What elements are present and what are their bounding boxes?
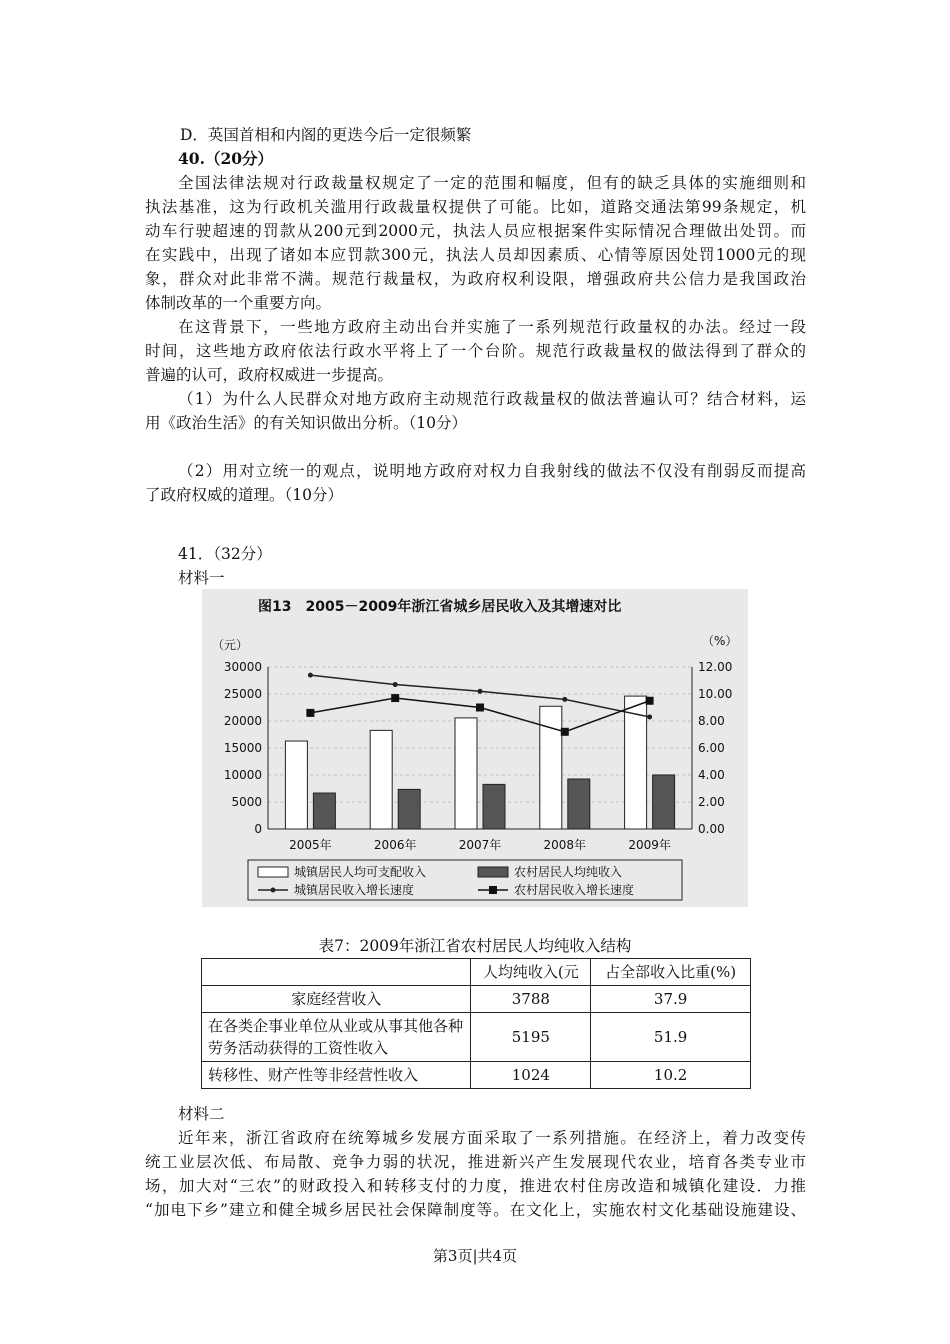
q40-para-1-line: 象，群众对此非常不满。规范行裁量权，为政府权利设限，增强政府共公信力是我国政治 bbox=[145, 270, 806, 288]
material-1-label: 材料一 bbox=[178, 569, 225, 587]
point-urban-growth bbox=[647, 714, 652, 719]
table-row bbox=[202, 986, 751, 1013]
left-tick-label: 30000 bbox=[223, 660, 262, 674]
left-tick-label: 15000 bbox=[223, 741, 262, 755]
bar-rural-income bbox=[653, 775, 675, 829]
q40-sub-question-1: （1）为什么人民群众对地方政府主动规范行政裁量权的做法普遍认可？结合材料，运 bbox=[178, 390, 806, 408]
x-tick-label: 2009年 bbox=[628, 838, 671, 852]
income-comparison-chart bbox=[202, 589, 748, 907]
q40-para-2-line: 在这背景下，一些地方政府主动出台并实施了一系列规范行政量权的办法。经过一段 bbox=[178, 318, 806, 336]
x-tick-label: 2006年 bbox=[373, 838, 417, 852]
table-row bbox=[202, 1013, 751, 1062]
q40-para-1-line: 动车行驶超速的罚款从200元到2000元，执法人员应根据案件实际情况合理做出处罚。而 bbox=[145, 222, 806, 240]
legend-swatch-rural-income bbox=[478, 867, 508, 877]
right-axis-unit: （%） bbox=[702, 634, 738, 648]
q40-para-2-line: 时间，这些地方政府依法行政水平将上了一个台阶。规范行政裁量权的做法得到了群众的 bbox=[145, 342, 806, 360]
point-rural-growth bbox=[561, 728, 569, 736]
table-header-share: 占全部收入比重(%) bbox=[591, 959, 751, 986]
q40-para-1-line: 全国法律法规对行政裁量权规定了一定的范围和幅度，但有的缺乏具体的实施细则和 bbox=[178, 174, 806, 192]
right-tick-label: 4.00 bbox=[698, 768, 725, 782]
question-41-heading: 41．（32分） bbox=[178, 545, 272, 563]
material-2-para-line: “加电下乡”建立和健全城乡居民社会保障制度等。在文化上，实施农村文化基础设施建设、 bbox=[145, 1201, 806, 1219]
right-tick-label: 2.00 bbox=[698, 795, 725, 809]
chart-svg bbox=[202, 589, 748, 907]
left-tick-label: 5000 bbox=[231, 795, 262, 809]
right-tick-label: 0.00 bbox=[698, 822, 725, 836]
legend-label-urban-income: 城镇居民人均可支配收入 bbox=[294, 865, 427, 879]
q40-sub-question-2: （2）用对立统一的观点，说明地方政府对权力自我射线的做法不仅没有削弱反而提高 bbox=[178, 462, 806, 480]
q40-para-1-line: 在实践中，出现了诸如本应罚款300元，执法人员却因素质、心情等原因处罚1000元的现 bbox=[145, 246, 806, 264]
q40-para-1-line: 执法基准，这为行政机关滥用行政裁量权提供了可能。比如，道路交通法第99条规定，机 bbox=[145, 198, 806, 216]
rural-income-structure-table bbox=[201, 958, 751, 1089]
material-2-para-line: 近年来，浙江省政府在统筹城乡发展方面采取了一系列措施。在经济上，着力改变传 bbox=[178, 1129, 806, 1147]
q40-para-2-line: 普遍的认可，政府权威进一步提高。 bbox=[145, 366, 394, 384]
table-header-blank bbox=[202, 959, 471, 986]
bar-rural-income bbox=[313, 793, 335, 829]
row-label: 家庭经营收入 bbox=[202, 986, 471, 1013]
bar-urban-income bbox=[370, 730, 392, 829]
right-tick-label: 6.00 bbox=[698, 741, 725, 755]
row-income: 5195 bbox=[471, 1013, 591, 1062]
material-2-para-line: 场，加大对“三农”的财政投入和转移支付的力度，推进农村住房改造和城镇化建设．力推 bbox=[145, 1177, 806, 1195]
bar-rural-income bbox=[568, 779, 590, 829]
question-40-heading: 40.（20分） bbox=[178, 149, 274, 168]
left-tick-label: 0 bbox=[254, 822, 262, 836]
chart-title: 图13 2005－2009年浙江省城乡居民收入及其增速对比 bbox=[258, 599, 622, 615]
x-tick-label: 2007年 bbox=[458, 838, 502, 852]
right-tick-label: 12.00 bbox=[698, 660, 733, 674]
row-label: 转移性、财产性等非经营性收入 bbox=[202, 1062, 471, 1089]
point-urban-growth bbox=[308, 673, 313, 678]
left-tick-label: 25000 bbox=[223, 687, 262, 701]
q40-sub-question-2-cont: 了政府权威的道理。（10分） bbox=[145, 486, 343, 504]
right-tick-label: 10.00 bbox=[698, 687, 733, 701]
legend-label-rural-income: 农村居民人均纯收入 bbox=[514, 865, 623, 879]
row-share: 51.9 bbox=[591, 1013, 751, 1062]
left-tick-label: 10000 bbox=[223, 768, 262, 782]
legend-label-urban-growth: 城镇居民收入增长速度 bbox=[294, 883, 415, 897]
point-rural-growth bbox=[391, 694, 399, 702]
bar-urban-income bbox=[540, 706, 562, 829]
material-2-label: 材料二 bbox=[178, 1105, 225, 1123]
point-urban-growth bbox=[562, 697, 567, 702]
material-2-para-line: 统工业层次低、布局散、竞争力弱的状况，推进新兴产生发展现代农业，培育各类专业市 bbox=[145, 1153, 806, 1171]
page-footer: 第3页|共4页 bbox=[432, 1247, 518, 1265]
bar-rural-income bbox=[483, 784, 505, 829]
x-tick-label: 2008年 bbox=[543, 838, 587, 852]
q40-sub-question-1-cont: 用《政治生活》的有关知识做出分析。（10分） bbox=[145, 414, 467, 432]
row-income: 1024 bbox=[471, 1062, 591, 1089]
table-header-row bbox=[202, 959, 751, 986]
point-rural-growth bbox=[306, 709, 314, 717]
bar-urban-income bbox=[285, 741, 307, 829]
table-row bbox=[202, 1062, 751, 1089]
row-share: 37.9 bbox=[591, 986, 751, 1013]
table-caption: 表7：2009年浙江省农村居民人均纯收入结构 bbox=[318, 937, 632, 955]
row-share: 10.2 bbox=[591, 1062, 751, 1089]
row-income: 3788 bbox=[471, 986, 591, 1013]
bar-urban-income bbox=[455, 718, 477, 829]
point-urban-growth bbox=[478, 689, 483, 694]
left-axis-unit: （元） bbox=[212, 638, 249, 652]
table-header-income: 人均纯收入(元 bbox=[471, 959, 591, 986]
row-label: 在各类企事业单位从业或从事其他各种劳务活动获得的工资性收入 bbox=[202, 1013, 471, 1062]
legend-marker-rural-growth bbox=[489, 886, 497, 894]
option-d: D．英国首相和内阁的更迭今后一定很频繁 bbox=[180, 126, 472, 144]
bar-rural-income bbox=[398, 789, 420, 829]
x-tick-label: 2005年 bbox=[289, 838, 332, 852]
point-rural-growth bbox=[476, 704, 484, 712]
legend-swatch-urban-income bbox=[258, 867, 288, 877]
point-rural-growth bbox=[646, 697, 654, 705]
legend-label-rural-growth: 农村居民收入增长速度 bbox=[514, 883, 635, 897]
q40-para-1-line: 体制改革的一个重要方向。 bbox=[145, 294, 332, 312]
right-tick-label: 8.00 bbox=[698, 714, 725, 728]
left-tick-label: 20000 bbox=[223, 714, 262, 728]
legend-marker-urban-growth bbox=[271, 888, 276, 893]
point-urban-growth bbox=[393, 682, 398, 687]
